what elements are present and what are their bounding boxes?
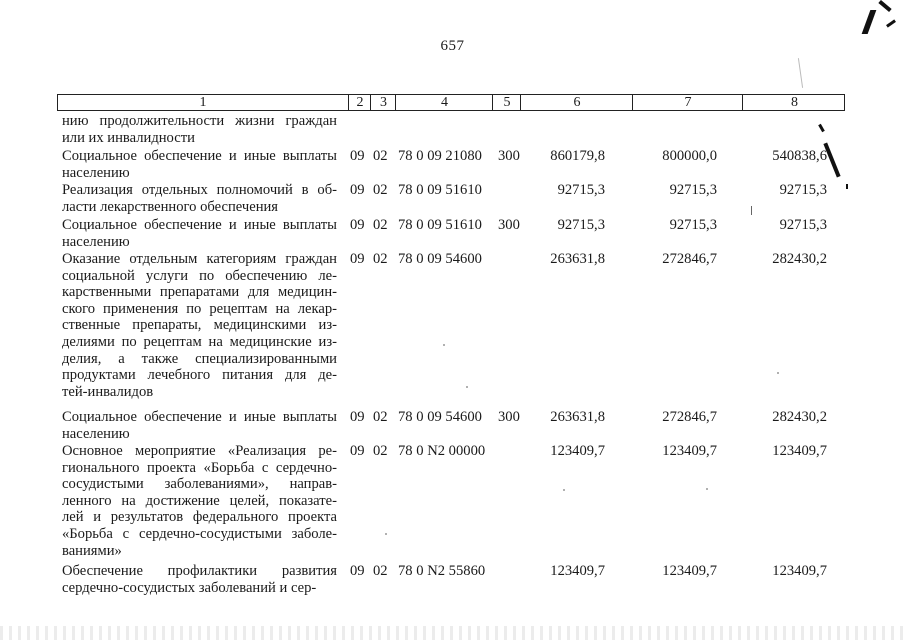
cell-col-2: 09	[350, 443, 365, 459]
cell-col-4: 78 0 09 54600	[398, 251, 482, 267]
row-name	[62, 182, 337, 215]
cell-col-6: 123409,7	[550, 443, 605, 459]
cell-col-7: 800000,0	[662, 148, 717, 164]
row-name-line: продуктами лечебного питания для де-	[62, 367, 337, 384]
row-name-line: или их инвалидности	[62, 129, 195, 146]
row-name-line: тей-инвалидов	[62, 383, 154, 400]
header-col-7: 7	[632, 95, 743, 110]
row-name	[62, 148, 337, 181]
cell-col-2: 09	[350, 563, 365, 579]
cell-col-2: 09	[350, 409, 365, 425]
cell-col-6: 92715,3	[557, 217, 605, 233]
cell-col-3: 02	[373, 443, 388, 459]
cell-col-6: 263631,8	[550, 409, 605, 425]
cell-col-8: 92715,3	[779, 217, 827, 233]
cell-col-8: 282430,2	[772, 409, 827, 425]
scan-edge	[0, 626, 905, 640]
scan-speck	[466, 386, 468, 388]
row-name	[62, 217, 337, 250]
row-name-line: нию продолжительности жизни граждан	[62, 113, 337, 129]
cell-col-3: 02	[373, 148, 388, 164]
cell-col-4: 78 0 N2 55860	[398, 563, 486, 579]
row-name	[62, 251, 337, 400]
row-name-line: делия, а также специализированными	[62, 350, 337, 367]
cell-col-3: 02	[373, 251, 388, 267]
cell-col-3: 02	[373, 563, 388, 579]
cell-col-7: 123409,7	[662, 443, 717, 459]
scan-speck	[563, 489, 565, 491]
cell-col-8: 282430,2	[772, 251, 827, 267]
row-name-line: населению	[62, 425, 130, 442]
header-col-6: 6	[520, 95, 633, 110]
row-name-line: Социальное обеспечение и иные выплаты	[62, 148, 337, 164]
scan-mark	[818, 124, 825, 132]
scan-mark	[878, 0, 891, 12]
scan-speck	[706, 488, 708, 490]
row-name-line: ленного на достижение целей, показате-	[62, 492, 337, 509]
header-col-5: 5	[492, 95, 521, 110]
row-name-line: социальной услуги по обеспечению ле-	[62, 267, 337, 284]
cell-col-5: 300	[498, 217, 520, 233]
row-name-line: Реализация отдельных полномочий в об-	[62, 182, 337, 198]
row-name	[62, 409, 337, 442]
row-name-line: ственные препараты, медицинскими из-	[62, 317, 337, 334]
row-name-line: сосудистыми заболеваниями», направ-	[62, 476, 337, 493]
cell-col-7: 92715,3	[669, 182, 717, 198]
cell-col-8: 123409,7	[772, 443, 827, 459]
row-name-line: ласти лекарственного обеспечения	[62, 198, 279, 215]
scan-mark	[846, 184, 848, 189]
cell-col-2: 09	[350, 217, 365, 233]
cell-col-3: 02	[373, 182, 388, 198]
scan-speck	[443, 344, 445, 346]
row-name-line: гионального проекта «Борьба с сердечно-	[62, 459, 337, 476]
header-col-3: 3	[370, 95, 396, 110]
cell-col-3: 02	[373, 217, 388, 233]
page-number: 657	[440, 38, 465, 54]
row-name-line: населению	[62, 233, 130, 250]
row-name-line: Оказание отдельным категориям граждан	[62, 251, 337, 267]
scan-speck	[777, 372, 779, 374]
cell-col-6: 123409,7	[550, 563, 605, 579]
cell-col-6: 263631,8	[550, 251, 605, 267]
header-col-1: 1	[199, 95, 207, 110]
cell-col-7: 123409,7	[662, 563, 717, 579]
row-name-line: лей и результатов федерального проекта	[62, 509, 337, 526]
cell-col-8: 123409,7	[772, 563, 827, 579]
cell-col-6: 860179,8	[550, 148, 605, 164]
row-name-line: сердечно-сосудистых заболеваний и сер-	[62, 579, 317, 596]
row-name-line: «Борьба с сердечно-сосудистыми заболе-	[62, 525, 337, 542]
cell-col-5: 300	[498, 148, 520, 164]
row-name-line: Социальное обеспечение и иные выплаты	[62, 409, 337, 425]
scan-mark	[798, 58, 803, 88]
row-name-line: населению	[62, 164, 130, 181]
cell-col-2: 09	[350, 148, 365, 164]
cell-col-4: 78 0 09 51610	[398, 217, 482, 233]
row-name-line: Обеспечение профилактики развития	[62, 563, 337, 579]
cell-col-8: 540838,6	[772, 148, 827, 164]
row-name	[62, 563, 337, 596]
row-name-line: Социальное обеспечение и иные выплаты	[62, 217, 337, 233]
row-name	[62, 443, 337, 559]
cell-col-6: 92715,3	[557, 182, 605, 198]
scan-speck	[385, 533, 387, 535]
row-name-line: делиями по рецептам на медицинские из-	[62, 333, 337, 350]
cell-col-4: 78 0 09 54600	[398, 409, 482, 425]
cell-col-3: 02	[373, 409, 388, 425]
cell-col-7: 92715,3	[669, 217, 717, 233]
cell-col-7: 272846,7	[662, 409, 717, 425]
row-name-line: карственными препаратами для медицин-	[62, 284, 337, 301]
cell-col-8: 92715,3	[779, 182, 827, 198]
cell-col-7: 272846,7	[662, 251, 717, 267]
scan-mark	[886, 19, 896, 27]
row-name-line: ваниями»	[62, 542, 122, 559]
cell-col-4: 78 0 09 21080	[398, 148, 482, 164]
scan-mark	[862, 10, 877, 34]
scan-mark	[751, 206, 752, 215]
header-col-4: 4	[395, 95, 493, 110]
row-name	[62, 113, 337, 146]
table-header	[57, 94, 845, 111]
cell-col-5: 300	[498, 409, 520, 425]
row-name-line: ского применения по рецептам на лекар-	[62, 300, 337, 317]
row-name-line: Основное мероприятие «Реализация ре-	[62, 443, 337, 459]
cell-col-2: 09	[350, 182, 365, 198]
cell-col-2: 09	[350, 251, 365, 267]
cell-col-4: 78 0 N2 00000	[398, 443, 486, 459]
header-col-8: 8	[742, 95, 846, 110]
header-col-2: 2	[348, 95, 371, 110]
cell-col-4: 78 0 09 51610	[398, 182, 482, 198]
